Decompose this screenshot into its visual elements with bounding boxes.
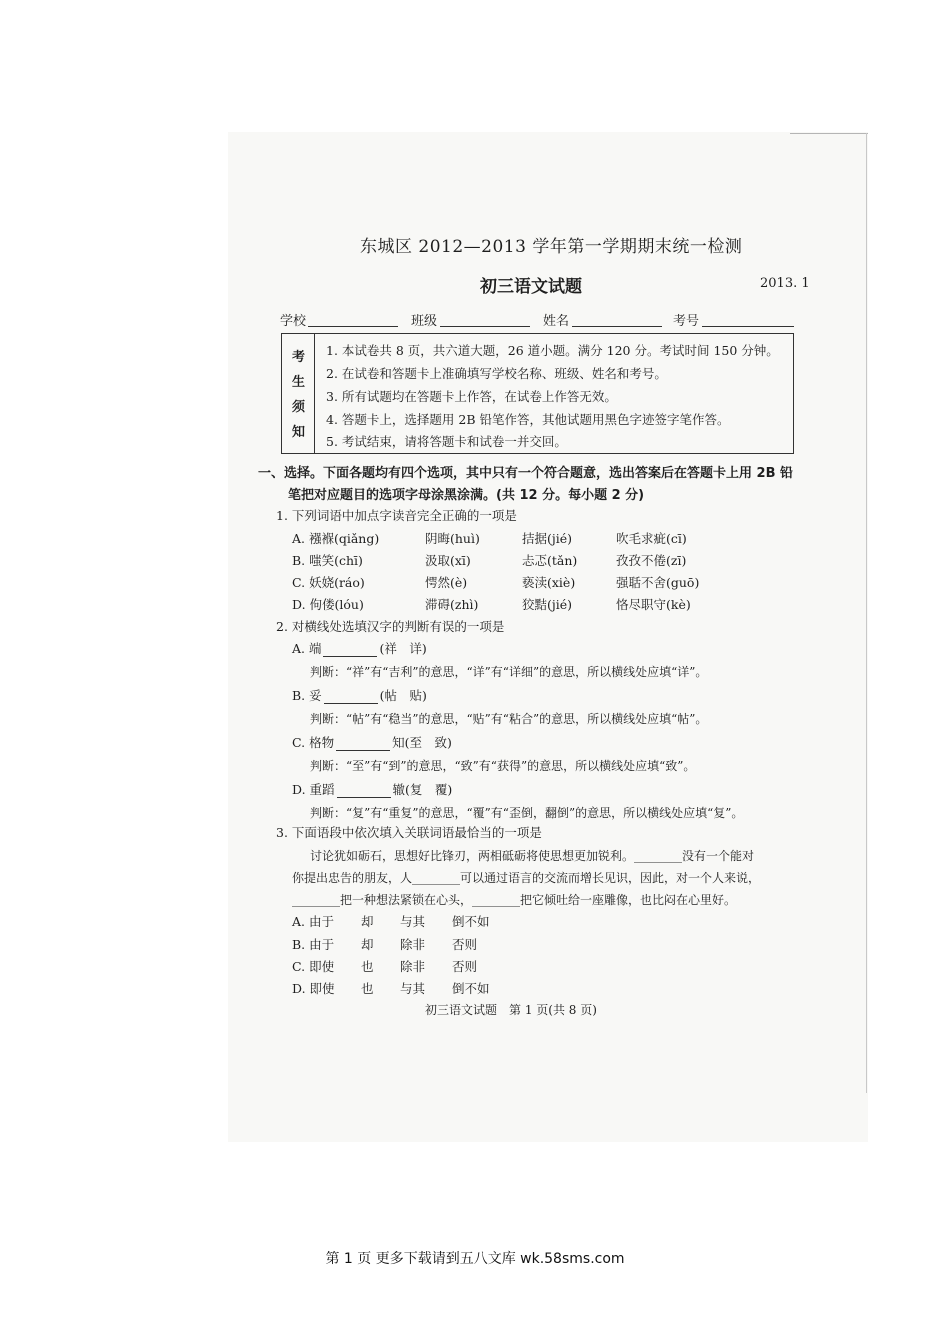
section1-instruction-cont: 笔把对应题目的选项字母涂黑涂满。(共 12 分。每小题 2 分) [288,488,645,503]
fill-blank [336,749,390,751]
q3-stem: 3. 下面语段中依次填入关联词语最恰当的一项是 [276,825,542,840]
notice-item: 4. 答题卡上，选择题用 2B 铅笔作答，其他试题用黑色字迹签字笔作答。 [326,412,730,427]
class-line [440,326,530,327]
q3-passage-line: ________把一种想法紧锁在心头，________把它倾吐给一座雕像，也比闷在心里好。 [292,893,737,907]
q1-option-word: 阴晦(huì) [425,531,480,546]
q2-judgement: 判断：“复”有“重复”的意思，“覆”有“歪倒，翻倒”的意思，所以横线处应填“复”。 [310,806,744,820]
q1-option-word: A. 襁褓(qiǎng) [292,531,380,546]
q3-option-word: 也 [361,959,374,974]
notice-item: 3. 所有试题均在答题卡上作答，在试卷上作答无效。 [326,389,617,404]
q1-option-word: 滞碍(zhì) [425,597,479,612]
q1-option-word: 汲取(xī) [425,553,471,568]
q1-option-word: 孜孜不倦(zī) [616,553,687,568]
notice-box [281,333,794,454]
q3-option-word: 除非 [400,959,426,974]
q1-option-word: B. 嗤笑(chī) [292,553,363,568]
exam-no-label: 考号 [673,314,700,329]
q1-option-word: 愕然(è) [425,575,468,590]
q2-option-label: B. 妥 [292,688,322,703]
scan-edge-top [790,133,868,134]
q3-option-word: 与其 [400,981,426,996]
q3-option-word: 却 [361,914,374,929]
q1-option-word: 狡黠(jié) [522,597,573,612]
notice-item: 5. 考试结束，请将答题卡和试卷一并交回。 [326,434,567,449]
notice-side-char: 知 [292,425,306,440]
q1-option-word: 亵渎(xiè) [522,575,576,590]
notice-side-char: 生 [292,375,306,390]
q2-option-c [292,733,452,751]
q3-option-word: 否则 [452,937,478,952]
q3-option-word: D. 即使 [292,981,335,996]
q1-option-word: 吹毛求疵(cī) [616,531,687,546]
q1-option-word: 强聒不舍(guō) [616,575,700,590]
q2-option-b [292,686,427,704]
q2-judgement: 判断：“祥”有“吉利”的意思，“详”有“详细”的意思，所以横线处应填“详”。 [310,665,708,679]
q2-option-label: C. 格物 [292,735,335,750]
school-label: 学校 [280,314,307,329]
q3-option-word: 倒不如 [452,981,490,996]
q3-option-word: 倒不如 [452,914,490,929]
q2-judgement: 判断：“帖”有“稳当”的意思，“贴”有“粘合”的意思，所以横线处应填“帖”。 [310,712,708,726]
q2-option-chars: 辙(复 覆) [392,782,453,797]
q2-option-chars: (祥 详) [379,641,427,656]
exam-subtitle: 初三语文试题 [480,277,582,297]
name-line [572,326,662,327]
q1-option-word: C. 妖娆(ráo) [292,575,365,590]
exam-title: 东城区 2012—2013 学年第一学期期末统一检测 [360,237,743,257]
q2-option-label: A. 端 [292,641,322,656]
exam-date: 2013. 1 [760,276,810,291]
q1-option-word: D. 佝偻(lóu) [292,597,364,612]
q3-option-word: A. 由于 [292,914,334,929]
q3-option-word: 否则 [452,959,478,974]
q3-option-word: C. 即使 [292,959,335,974]
q2-stem: 2. 对横线处选填汉字的判断有误的一项是 [276,619,505,634]
q3-passage-line: 你提出忠告的朋友，人________可以通过语言的交流而增长见识，因此，对一个人来说， [292,871,761,885]
q2-option-a [292,639,427,657]
q3-option-word: 也 [361,981,374,996]
q3-option-word: B. 由于 [292,937,335,952]
fill-blank [323,655,377,657]
school-line [308,326,398,327]
notice-side-char: 须 [292,400,306,415]
notice-side-label [282,334,315,453]
q2-option-d [292,780,452,798]
q1-option-word: 恪尽职守(kè) [616,597,691,612]
q3-option-word: 除非 [400,937,426,952]
q3-option-word: 却 [361,937,374,952]
exam-page-number: 初三语文试题 第 1 页(共 8 页) [425,1003,597,1017]
q1-stem: 1. 下列词语中加点字读音完全正确的一项是 [276,508,517,523]
q3-option-word: 与其 [400,914,426,929]
q1-option-word: 拮据(jié) [522,531,573,546]
download-site-footer: 第 1 页 更多下载请到五八文库 wk.58sms.com [325,1251,625,1267]
fill-blank [337,796,391,798]
class-label: 班级 [411,314,438,329]
student-info-row [280,310,795,332]
q1-option-word: 忐忑(tǎn) [522,553,578,568]
q2-option-chars: (帖 贴) [379,688,427,703]
notice-item: 2. 在试卷和答题卡上准确填写学校名称、班级、姓名和考号。 [326,366,667,381]
q2-option-label: D. 重蹈 [292,782,335,797]
q3-passage-line: 讨论犹如砺石，思想好比锋刃，两相砥砺将使思想更加锐利。________没有一个能对 [310,849,755,863]
section1-instruction: 一、选择。下面各题均有四个选项，其中只有一个符合题意，选出答案后在答题卡上用 2B 铅 [258,466,794,481]
exam-no-line [702,326,794,327]
q2-option-chars: 知(至 致) [392,735,452,750]
q2-judgement: 判断：“至”有“到”的意思，“致”有“获得”的意思，所以横线处应填“致”。 [310,759,696,773]
notice-side-char: 考 [292,350,306,365]
notice-item: 1. 本试卷共 8 页，共六道大题，26 道小题。满分 120 分。考试时间 150 分钟。 [326,343,779,358]
scan-edge-right [866,133,867,1093]
fill-blank [324,702,378,704]
name-label: 姓名 [543,314,570,329]
